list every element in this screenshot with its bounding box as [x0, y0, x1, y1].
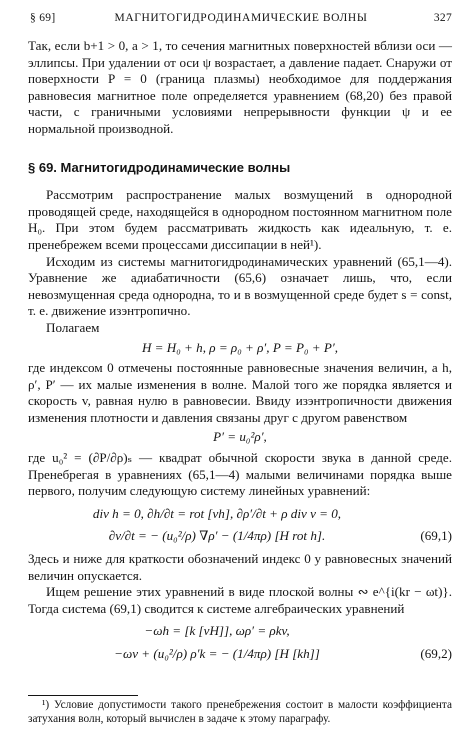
equation-number: (69,2) [420, 646, 452, 661]
equation: H = H₀ + h, ρ = ρ₀ + ρ′, P = P₀ + P′, [141, 339, 339, 355]
paragraph: где индексом 0 отмечены постоянные равновесные значения величин, а h, ρ′, P′ — их малые изменения в волне. Малой того же порядка является и скорость v, равная нулю в равновесии. Ввиду изэнтропичности движения изменения плотности и давления связаны друг с другом равенством [28, 360, 452, 425]
paragraph: где u₀² = (∂P/∂ρ)ₛ — квадрат обычной скорости звука в данной среде. Пренебрегая в уравнениях (65,1—4) малыми величинами порядка выше первого, получим следующую систему линейных уравнений: [28, 450, 452, 499]
page-number: 327 [433, 12, 452, 24]
paragraph: Исходим из системы магнитогидродинамических уравнений (65,1—4). Уравнение же адиабатичности (65,6) означает лишь, что, если невозмущенная среда однородна, то и в возмущенной среде будет s = const, т. е. движение изэнтропично. [28, 253, 452, 319]
equation-line: −ωh = [k [vH]], ωρ′ = ρkv, [144, 623, 290, 639]
header-section: § 69] [30, 12, 56, 24]
equation-block-69-2 [28, 623, 452, 662]
equation-number: (69,1) [420, 528, 452, 544]
main-text [28, 38, 452, 669]
paragraph: Ищем решение этих уравнений в виде плоской волны ∾ e^{i(kr − ωt)}. Тогда система (69,1) сводится к системе алгебраических уравнений [28, 584, 452, 616]
equation-line: div h = 0, ∂h/∂t = rot [vh], ∂ρ′/∂t + ρ div v = 0, [92, 505, 342, 521]
paragraph: Полагаем [46, 319, 100, 335]
paragraph: Рассмотрим распространение малых возмущений в однородной проводящей среде, находящейся в однородном постоянном магнитном поле H₀. При этом будем рассматривать жидкость как идеальную, т. е. пренебрежем всеми процессами диссипации в ней¹). [28, 187, 452, 252]
equation-line: ∂v/∂t = − (u₀²/ρ) ∇ρ′ − (1/4πρ) [H rot h]. [108, 528, 326, 544]
header-title: МАГНИТОГИДРОДИНАМИЧЕСКИЕ ВОЛНЫ [114, 12, 368, 24]
footnote-rule [28, 695, 138, 696]
equation: P′ = u₀²ρ′, [213, 429, 267, 445]
running-header [30, 12, 452, 28]
paragraph: Здесь и ниже для краткости обозначений индекс 0 у равновесных значений величин опускается. [28, 551, 452, 583]
footnote: ¹) Условие допустимости такого пренебрежения состоит в малости коэффициента затухания волн, который вычислен в задаче к этому параграфу. [28, 699, 452, 725]
equation-line: −ωv + (u₀²/ρ) ρ′k = − (1/4πρ) [H [kh]] [114, 646, 320, 661]
equation-block-69-1 [28, 506, 452, 545]
section-heading: § 69. Магнитогидродинамические волны [28, 159, 291, 175]
paragraph-continued: Так, если b+1 > 0, a > 1, то сечения магнитных поверхностей вблизи оси — эллипсы. При удалении от оси ψ возрастает, а давление падает. Снаружи от поверхности P = 0 (граница плазмы) необходимое для поддержания равновесия магнитное поле определяется уравнением (68,20) без правой части, с граничными условиями непрерывности функции ψ и ее нормальной производной. [28, 38, 452, 136]
